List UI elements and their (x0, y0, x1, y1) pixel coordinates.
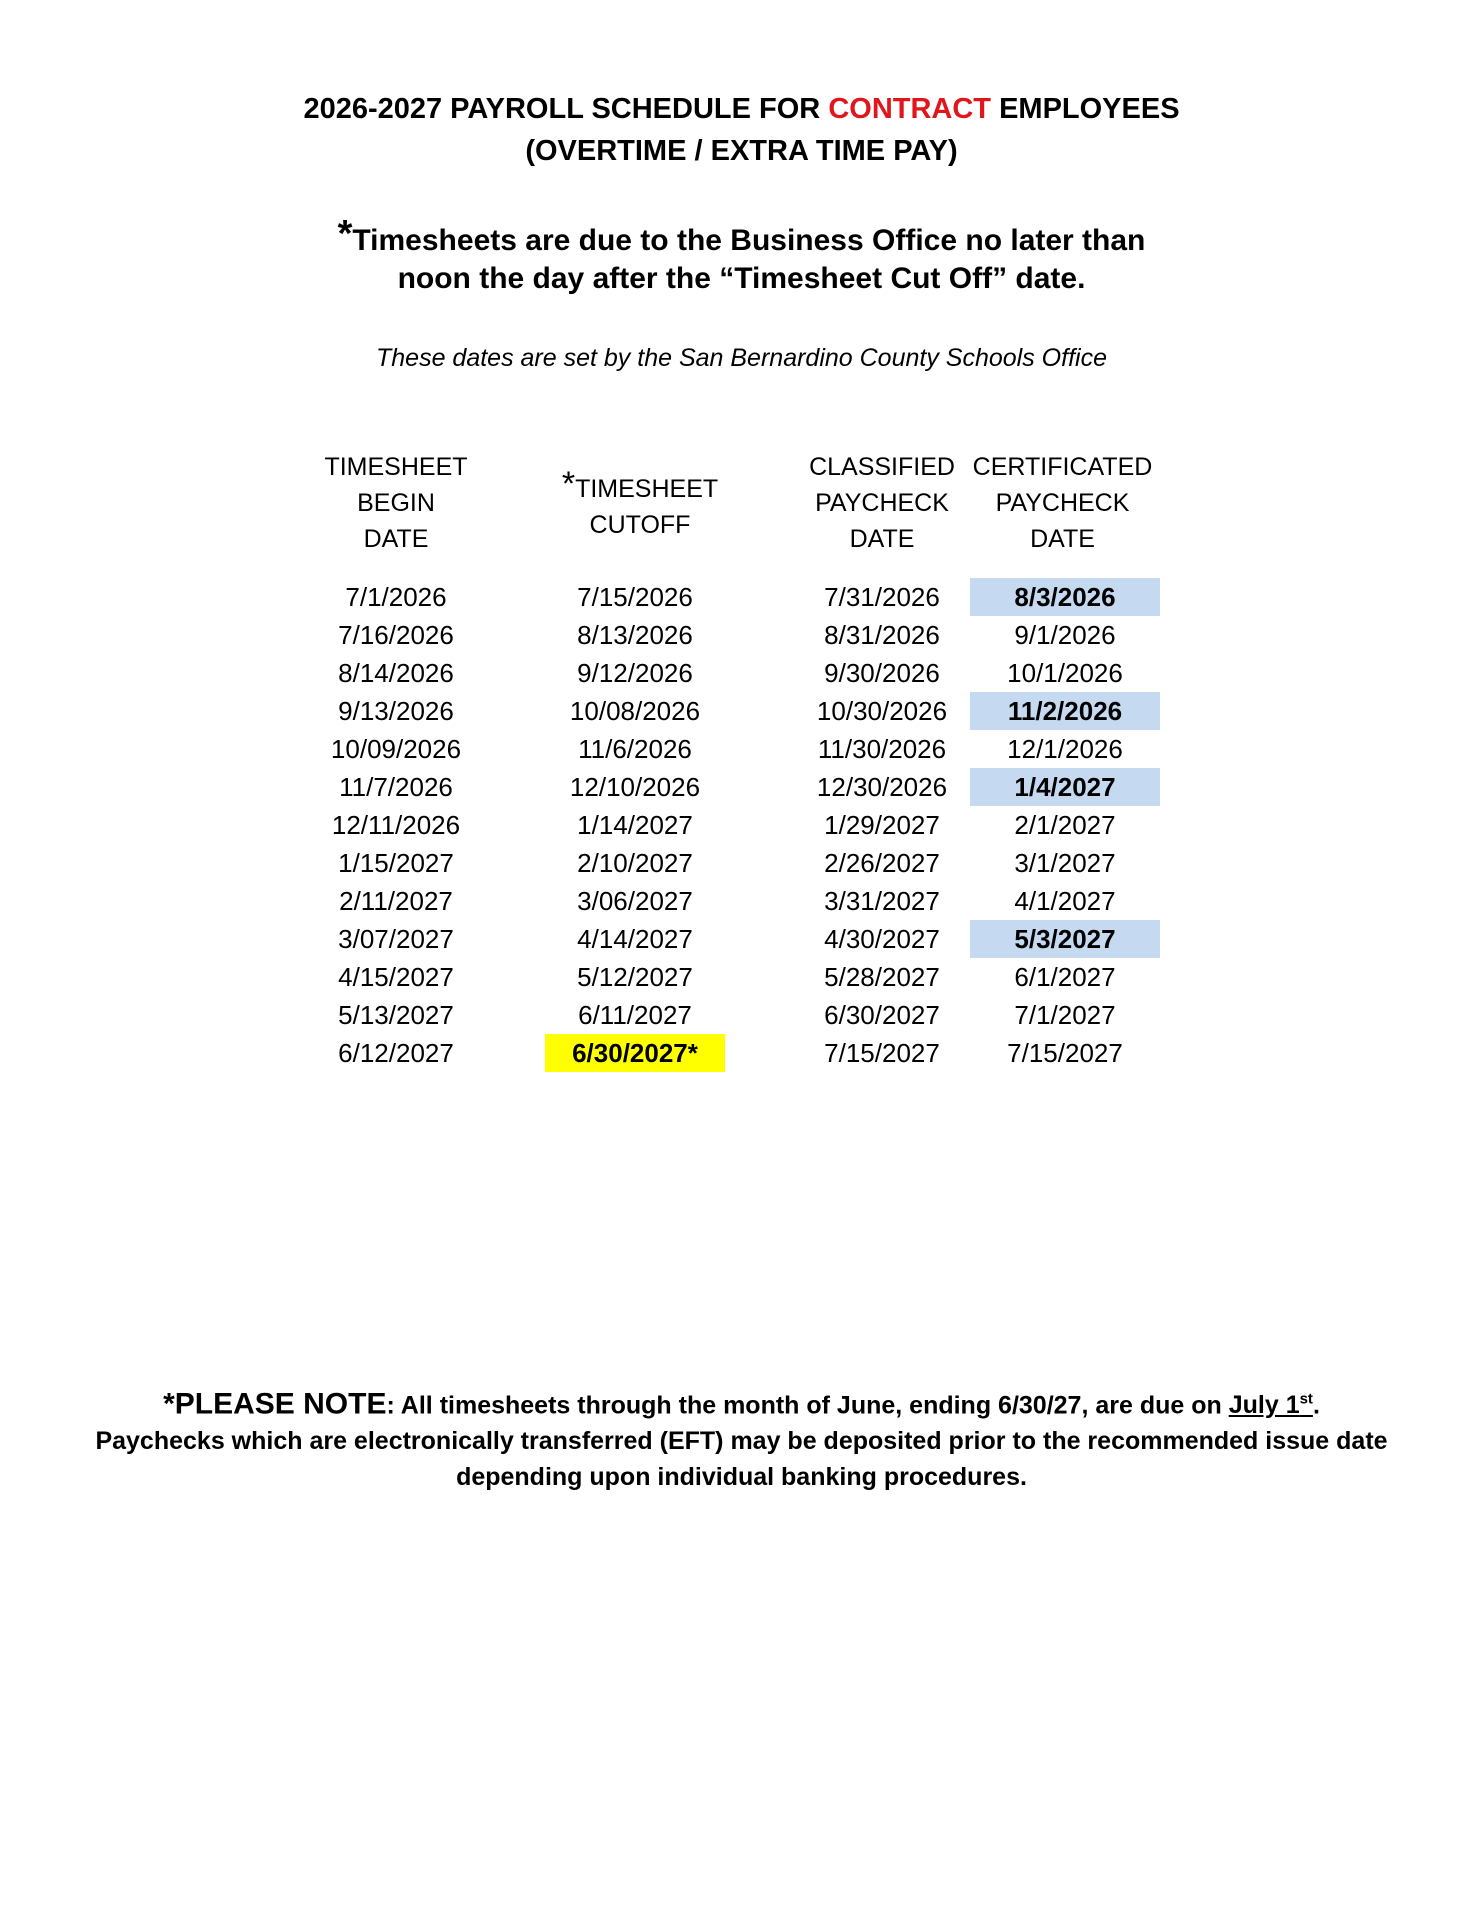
due-notice-text1: Timesheets are due to the Business Office no later than (352, 224, 1146, 257)
please-note-lead: *PLEASE NOTE (163, 1387, 387, 1421)
header-line: PAYCHECK (815, 489, 949, 517)
cell-certificated-paycheck-date: 4/1/2027 (1014, 886, 1116, 916)
table-row (0, 768, 1483, 806)
table-row (0, 920, 1483, 958)
page-subtitle: (OVERTIME / EXTRA TIME PAY) (525, 135, 958, 167)
header-cutoff-word1: TIMESHEET (575, 475, 719, 503)
table-row (0, 996, 1483, 1034)
table-row (0, 730, 1483, 768)
cell-certificated-paycheck-date: 5/3/2027 (970, 920, 1160, 958)
title-suffix: EMPLOYEES (991, 93, 1180, 125)
cell-timesheet-cutoff: 11/6/2026 (578, 734, 692, 764)
cell-certificated-paycheck-date: 12/1/2026 (1007, 734, 1123, 764)
payroll-schedule-table (0, 578, 1483, 1072)
cell-classified-paycheck-date: 12/30/2026 (816, 772, 948, 802)
cell-timesheet-cutoff: 6/11/2027 (578, 1000, 692, 1030)
table-row (0, 654, 1483, 692)
cell-timesheet-begin-date: 7/16/2026 (338, 620, 454, 650)
cell-classified-paycheck-date: 5/28/2027 (824, 962, 940, 992)
cell-certificated-paycheck-date: 7/1/2027 (1014, 1000, 1116, 1030)
cell-certificated-paycheck-date: 1/4/2027 (970, 768, 1160, 806)
header-cutoff-star: * (561, 465, 576, 503)
cell-classified-paycheck-date: 9/30/2026 (824, 658, 940, 688)
header-timesheet-cutoff (540, 466, 740, 543)
due-date-suffix: st (1299, 1391, 1313, 1408)
header-line: CERTIFICATED (972, 453, 1153, 481)
cell-classified-paycheck-date: 1/29/2027 (824, 810, 940, 840)
cell-timesheet-begin-date: 4/15/2027 (338, 962, 454, 992)
title-prefix: 2026-2027 PAYROLL SCHEDULE FOR (303, 93, 829, 125)
cell-certificated-paycheck-date: 3/1/2027 (1014, 848, 1116, 878)
header-line: DATE (1030, 525, 1095, 553)
cell-timesheet-cutoff: 8/13/2026 (577, 620, 693, 650)
cell-timesheet-cutoff: 6/30/2027* (545, 1034, 725, 1072)
cell-timesheet-begin-date: 1/15/2027 (338, 848, 454, 878)
cell-timesheet-cutoff: 2/10/2027 (577, 848, 693, 878)
cell-timesheet-cutoff: 7/15/2026 (577, 582, 693, 612)
source-note: These dates are set by the San Bernardino County Schools Office (376, 344, 1107, 372)
cell-certificated-paycheck-date: 10/1/2026 (1007, 658, 1123, 688)
table-row (0, 578, 1483, 616)
please-note-text: : All timesheets through the month of June, ending 6/30/27, are due on (386, 1391, 1229, 1420)
cell-timesheet-begin-date: 12/11/2026 (331, 810, 461, 840)
table-row (0, 616, 1483, 654)
cell-classified-paycheck-date: 4/30/2027 (824, 924, 940, 954)
header-line: DATE (849, 525, 915, 553)
cell-timesheet-cutoff: 9/12/2026 (577, 658, 693, 688)
please-note-line3: depending upon individual banking procedures. (456, 1463, 1027, 1491)
cell-timesheet-begin-date: 2/11/2027 (339, 886, 453, 916)
table-row (0, 692, 1483, 730)
cell-timesheet-begin-date: 9/13/2026 (338, 696, 454, 726)
header-line (540, 466, 740, 507)
please-note-due-date (1229, 1391, 1313, 1419)
due-date-text: July 1 (1228, 1391, 1300, 1420)
cell-timesheet-cutoff: 3/06/2027 (577, 886, 693, 916)
cell-timesheet-begin-date: 3/07/2027 (338, 924, 454, 954)
cell-timesheet-cutoff: 12/10/2026 (569, 772, 701, 802)
header-line: PAYCHECK (995, 489, 1130, 517)
table-row (0, 806, 1483, 844)
due-notice-line1 (0, 212, 1483, 263)
due-notice-star: * (337, 213, 353, 255)
table-row (0, 882, 1483, 920)
cell-classified-paycheck-date: 6/30/2027 (824, 1000, 940, 1030)
please-note-period: . (1312, 1391, 1320, 1420)
cell-classified-paycheck-date: 7/15/2027 (824, 1038, 940, 1068)
cell-timesheet-cutoff: 10/08/2026 (569, 696, 701, 726)
cell-certificated-paycheck-date: 11/2/2026 (970, 692, 1160, 730)
cell-classified-paycheck-date: 2/26/2027 (824, 848, 940, 878)
cell-classified-paycheck-date: 7/31/2026 (824, 582, 940, 612)
table-row (0, 844, 1483, 882)
header-line: BEGIN (357, 489, 435, 517)
header-classified-paycheck-date (797, 449, 967, 557)
cell-certificated-paycheck-date: 9/1/2026 (1014, 620, 1116, 650)
header-line: DATE (363, 525, 429, 553)
page-title (0, 88, 1483, 130)
please-note-line2: Paychecks which are electronically transferred (EFT) may be deposited prior to the recommended issue date (95, 1427, 1388, 1455)
cell-certificated-paycheck-date: 8/3/2026 (970, 578, 1160, 616)
table-row (0, 1034, 1483, 1072)
cell-timesheet-begin-date: 7/1/2026 (345, 582, 447, 612)
cell-classified-paycheck-date: 11/30/2026 (817, 734, 947, 764)
header-line: CUTOFF (589, 511, 691, 539)
header-certificated-paycheck-date (970, 449, 1155, 557)
cell-certificated-paycheck-date: 2/1/2027 (1014, 810, 1116, 840)
cell-certificated-paycheck-date: 7/15/2027 (1007, 1038, 1123, 1068)
cell-timesheet-begin-date: 11/7/2026 (339, 772, 453, 802)
title-highlight: CONTRACT (828, 93, 992, 125)
header-line: TIMESHEET (324, 453, 468, 481)
cell-classified-paycheck-date: 10/30/2026 (816, 696, 948, 726)
due-notice-line2: noon the day after the “Timesheet Cut Off” date. (397, 262, 1086, 295)
table-row (0, 958, 1483, 996)
cell-timesheet-begin-date: 10/09/2026 (330, 734, 462, 764)
header-timesheet-begin-date (320, 449, 472, 557)
cell-classified-paycheck-date: 3/31/2027 (824, 886, 940, 916)
cell-timesheet-begin-date: 8/14/2026 (338, 658, 454, 688)
header-line: CLASSIFIED (809, 453, 955, 481)
cell-certificated-paycheck-date: 6/1/2027 (1014, 962, 1116, 992)
cell-timesheet-cutoff: 1/14/2027 (577, 810, 693, 840)
cell-classified-paycheck-date: 8/31/2026 (824, 620, 940, 650)
cell-timesheet-begin-date: 5/13/2027 (338, 1000, 454, 1030)
cell-timesheet-begin-date: 6/12/2027 (338, 1038, 454, 1068)
please-note-line1 (0, 1382, 1483, 1423)
cell-timesheet-cutoff: 4/14/2027 (577, 924, 693, 954)
cell-timesheet-cutoff: 5/12/2027 (577, 962, 693, 992)
